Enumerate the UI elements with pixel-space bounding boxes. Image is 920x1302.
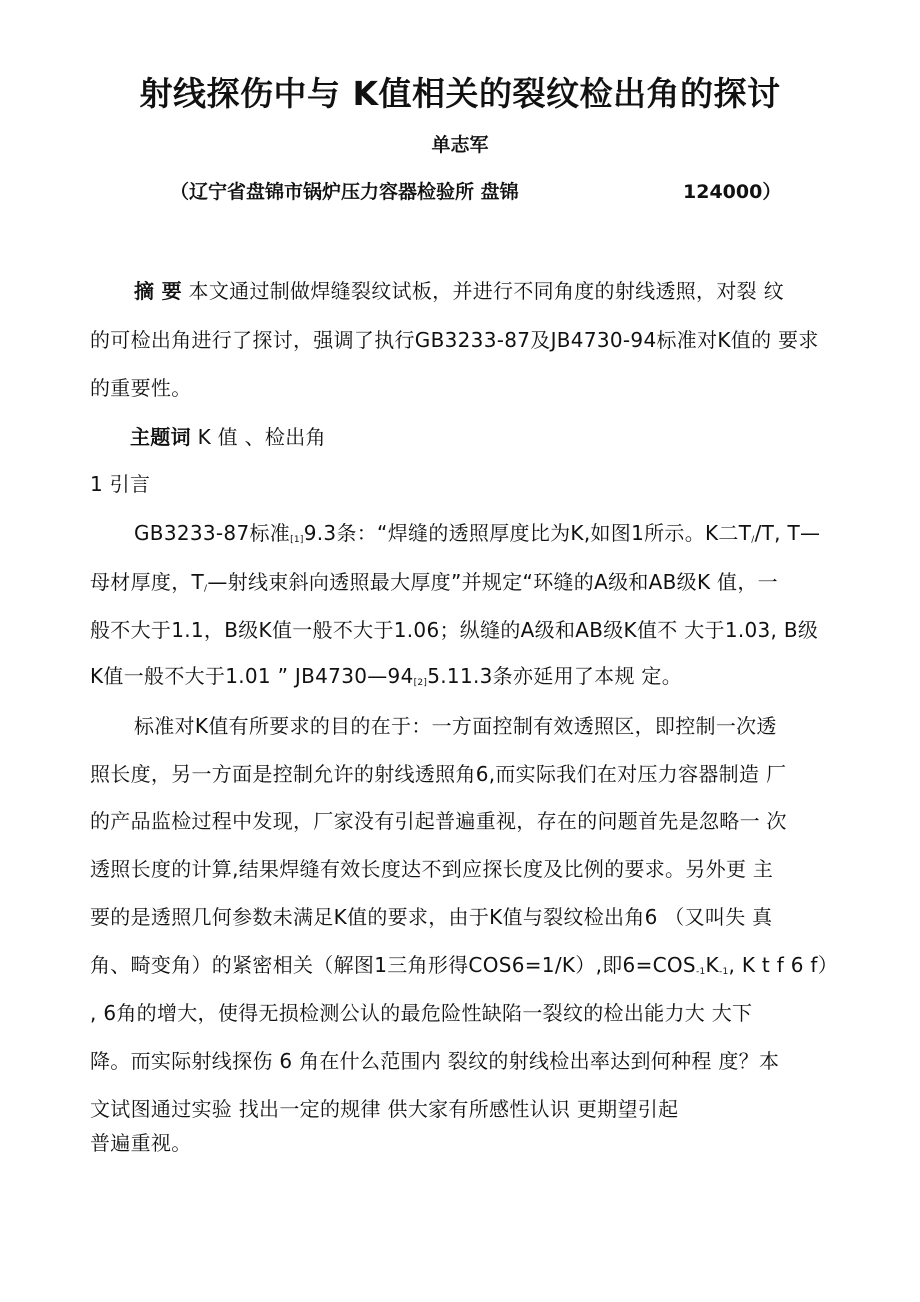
affiliation-postcode: 124000）: [683, 181, 782, 203]
body-line: , 6角的增大，使得无损检测公认的最危险性缺陷一裂纹的检出能力大 大下: [90, 1001, 753, 1025]
text-run: 角、畸变角）的紧密相关（解图1三角形得COS6=1/K）,即6=COS: [90, 953, 696, 977]
body-line: 降。而实际射线探伤 6 角在什么范围内 裂纹的射线检出率达到何种程 度？本: [90, 1049, 780, 1073]
citation-ref: [1]: [290, 535, 304, 545]
abstract-line: 的重要性。: [90, 376, 192, 400]
body-line: 照长度，另一方面是控制允许的射线透照角6,而实际我们在对压力容器制造 厂: [90, 762, 787, 786]
body-line: 文试图通过实验 找出一定的规律 供大家有所感性认识 更期望引起: [90, 1097, 679, 1121]
paper-title: 射线探伤中与 K值相关的裂纹检出角的探讨: [139, 74, 781, 113]
abstract-line: 本文通过制做焊缝裂纹试板，并进行不同角度的射线透照，对裂 纹: [188, 279, 784, 303]
text-run: K值一般不大于1.01 ” JB4730—94: [90, 664, 414, 688]
affiliation-org: （辽宁省盘锦市锅炉压力容器检验所 盘锦: [170, 181, 519, 203]
body-line: 般不大于1.1，B级K值一般不大于1.06；纵缝的A级和AB级K值不 大于1.03, B级: [90, 618, 819, 642]
subscript: -1: [695, 967, 706, 977]
keywords-text: K 值 、检出角: [197, 425, 326, 449]
body-line: 标准对K值有所要求的目的在于：一方面控制有效透照区，即控制一次透: [134, 714, 777, 738]
body-line: [90, 566, 778, 595]
keywords: [130, 421, 326, 450]
author-name: 单志军: [431, 134, 489, 156]
body-line: 要的是透照几何参数未满足K值的要求，由于K值与裂纹检出角6 （又叫失 真: [90, 905, 773, 929]
text-run: K: [705, 953, 719, 977]
text-run: GB3233-87标准: [134, 521, 291, 545]
abstract-block: [134, 275, 784, 304]
body-line: 的产品监检过程中发现，厂家没有引起普遍重视，存在的问题首先是忽略一 次: [90, 809, 787, 833]
subscript: /: [204, 584, 208, 594]
keywords-label: 主题词: [130, 425, 191, 449]
section-heading: 1 引言: [90, 472, 151, 496]
text-run: 母材厚度，T: [90, 570, 205, 594]
body-line: [134, 517, 820, 546]
text-run: /T, T—: [754, 521, 821, 545]
body-line: [90, 949, 838, 978]
abstract-label: 摘 要: [134, 279, 182, 303]
text-run: 5.11.3条亦延用了本规 定。: [427, 664, 683, 688]
citation-ref: [2]: [413, 678, 428, 688]
text-run: 9.3条：“焊缝的透照厚度比为K,如图1所示。K二T: [303, 521, 752, 545]
text-run: —射线束斜向透照最大厚度”并规定“环缝的A级和AB级K 值，一: [207, 570, 778, 594]
text-run: , K t f 6 f）: [728, 953, 839, 977]
subscript: -1: [718, 967, 729, 977]
subscript: /: [751, 535, 755, 545]
body-line: 普遍重视。: [90, 1131, 192, 1155]
body-line: 透照长度的计算,结果焊缝有效长度达不到应探长度及比例的要求。另外更 主: [90, 857, 774, 881]
body-line: [90, 660, 682, 689]
abstract-line: 的可检出角进行了探讨，强调了执行GB3233-87及JB4730-94标准对K值的 要求: [90, 328, 819, 352]
